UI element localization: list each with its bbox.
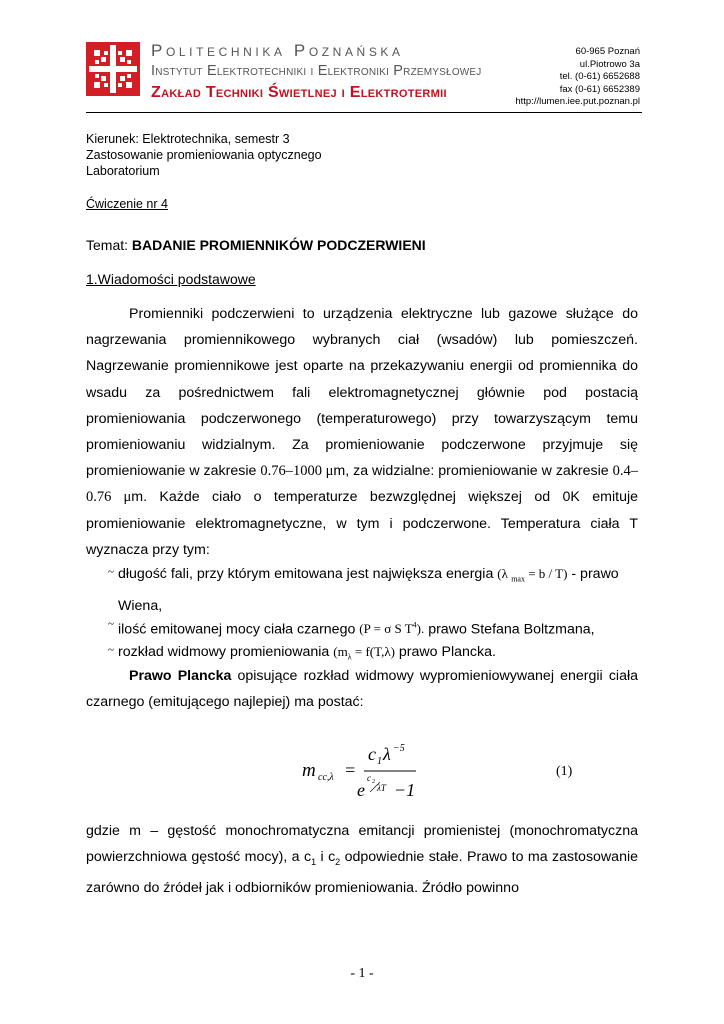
text-span: Promienniki podczerwieni to urządzenia elektryczne lub gazowe służące do nagrzewania promiennikowego wybranych ciał (wsadów) lub pomieszczeń. Nagrzewanie promiennikowe jest oparte na przekazywaniu energii od promiennika do wsadu za pośrednictwem fali elektromagnetycznej głównie pod postacią promieniowania podczerwonego (temperaturowego) przy towarzyszącym temu promieniowaniu widzialnym. Za promieniowanie podczerwone przyjmuje się promieniowanie w zakresie [86,306,638,480]
section-heading: 1.Wiadomości podstawowe [86,271,256,287]
bullet-marker: ~ [108,566,114,578]
eq-lhs: m [302,760,316,781]
subscript: 1 [311,857,317,868]
page-number: - 1 - [350,966,374,981]
topic-label: Temat: [86,237,129,253]
subscript: 2 [335,857,341,868]
planck-equation [300,740,440,802]
university-logo [86,42,140,96]
range-visible: 0.4–0.76 μ [86,463,638,506]
address-line: 60-965 Poznań [575,46,640,57]
course-line: Zastosowanie promieniowania optycznego [86,148,322,162]
list-item-text: ilość emitowanej mocy ciała czarnego [118,621,360,638]
eq-num-lambda: λ [383,744,391,764]
eq-den-e: e [357,780,365,800]
exercise-number: Ćwiczenie nr 4 [86,197,168,211]
text-span: m, za widzialne: promieniowanie w zakresie [333,463,613,480]
course-info [86,131,322,179]
eq-exp-c-sub: 2 [372,779,375,785]
equation-number: (1) [556,764,573,779]
text-span: i c [316,849,336,866]
institute-name: Instytut Elektrotechniki i Elektroniki Przemysłowej [151,63,482,79]
address-line: ul.Piotrowo 3a [579,58,640,70]
eq-num-sub: 1 [377,756,382,767]
eq-lhs-sub: cc,λ [318,772,334,783]
list-item-suffix: prawo Stefana Boltzmana, [424,621,595,638]
list-item-suffix: prawo Plancka. [394,644,496,660]
paragraph-planck [86,663,638,715]
topic-title: BADANIE PROMIENNIKÓW PODCZERWIENI [131,237,426,253]
website-link[interactable]: http://lumen.iee.put.poznan.pl [515,96,640,107]
paragraph-intro [86,301,638,563]
formula: ($m_\lambda = f(T,\lambda)$ [333,644,395,662]
formula: (P = σ S $T^4$). [359,621,425,637]
institution-name: Politechnika Poznańska [151,41,404,60]
text-span: gdzie m – gęstość monochromatyczna emitancji promienistej (monochromatyczna powierzchniowa gęstość mocy), a c [86,823,638,866]
bullet-marker: ~ [108,618,114,630]
eq-equals: = [344,760,357,780]
department-name: Zakład Techniki Świetlnej i Elektrotermii [151,84,447,101]
eq-minus-one: −1 [394,780,416,800]
bullet-marker: ~ [108,644,114,656]
list-item [108,561,648,619]
course-line: Kierunek: Elektrotechnika, semestr 3 [86,132,290,146]
list-item-suffix: - prawo Wiena, [118,566,619,614]
eq-exp-den: λT [377,783,386,793]
address-line: tel. (0-61) 6652688 [559,71,640,82]
text-span: opisujące rozkład widmowy wypromieniowywanej energii ciała czarnego (emitującego najlepiej) ma postać: [86,668,639,711]
bold-term: Prawo Plancka [129,668,232,684]
eq-num-c: c [368,744,376,764]
range-ir: 0.76–1000 μ [260,463,334,480]
list-item-text: rozkład widmowy promieniowania [118,644,334,660]
eq-exp-c: c [367,773,371,783]
eq-num-exp: −5 [393,743,405,754]
address-block [515,46,640,109]
text-span: m. Każde ciało o temperaturze bezwzględnej większej od 0K emituje promieniowanie elektromagnetyczne, w tym i podczerwone. Temperatura ciała T wyznacza przy tym: [86,489,638,558]
address-line: fax (0-61) 6652389 [559,83,640,95]
topic-heading [86,237,426,253]
paragraph-definitions [86,818,638,901]
course-line: Laboratorium [86,164,160,178]
text-span: odpowiednie stałe. Prawo to ma zastosowanie zarówno do źródeł jak i odbiorników promieniowania. Źródło powinno [86,849,638,897]
list-item-text: długość fali, przy którym emitowana jest największa energia [118,566,498,582]
formula: (λ $_{max}$ = b / T) [497,566,568,584]
header-divider [86,112,642,113]
